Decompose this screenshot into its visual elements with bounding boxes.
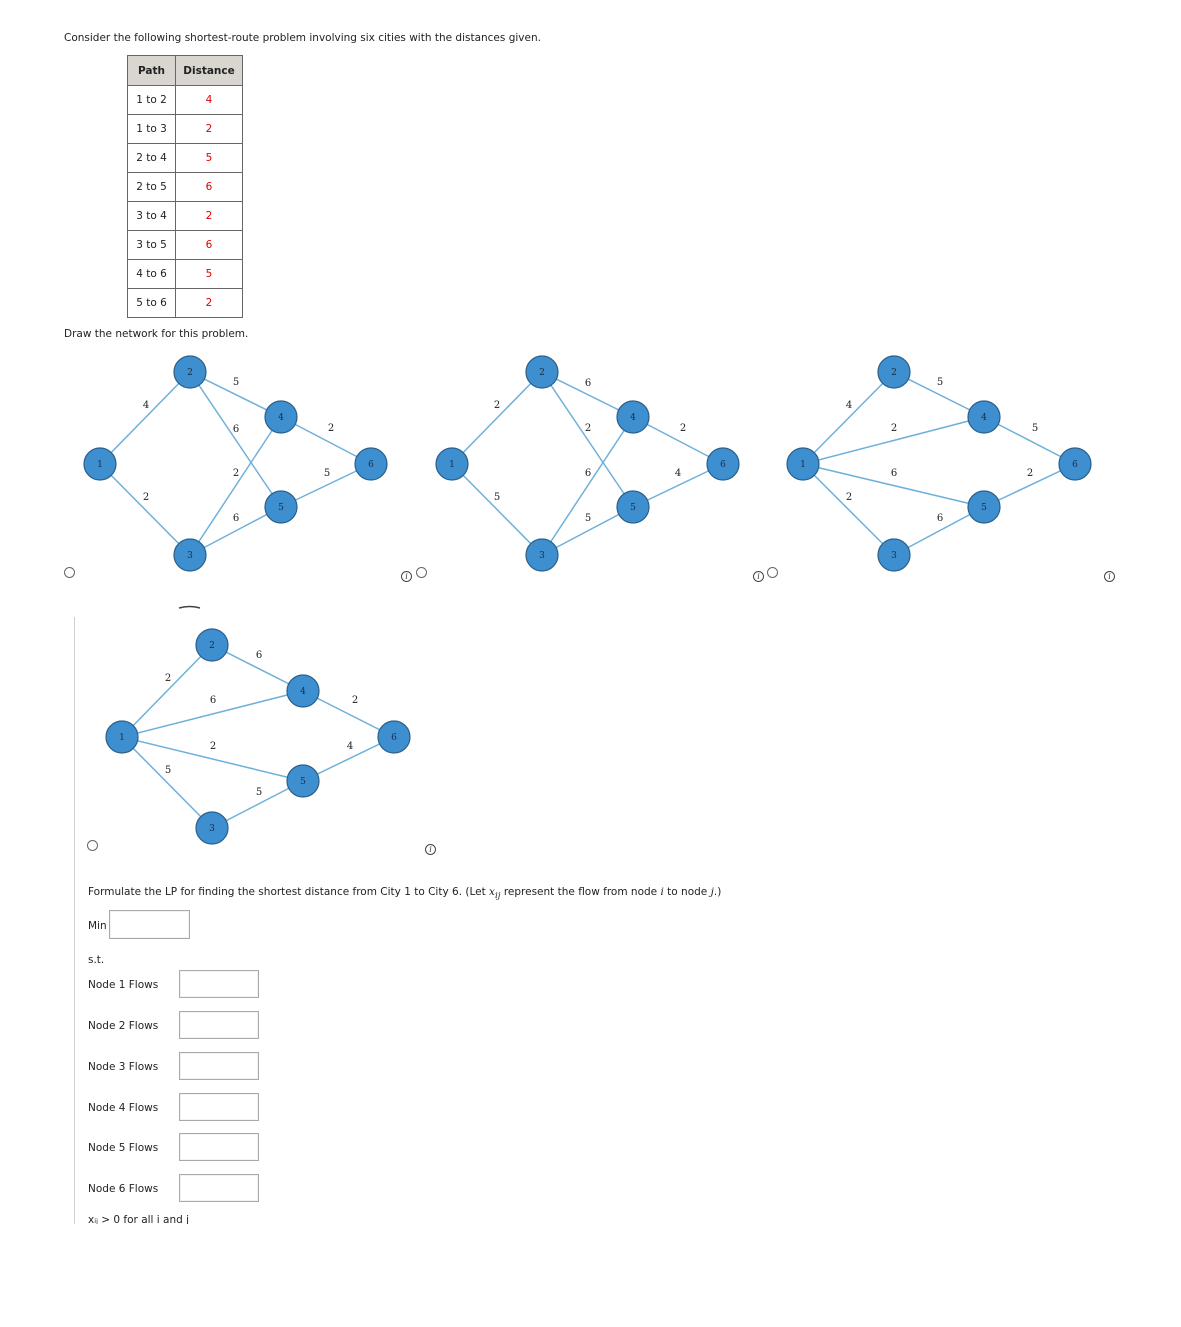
edge-label: 4 <box>346 741 354 752</box>
svg-text:5: 5 <box>300 777 306 787</box>
svg-text:6: 6 <box>720 460 726 470</box>
svg-text:3: 3 <box>187 551 193 561</box>
edge-label: 5 <box>936 377 944 388</box>
node-6 <box>378 721 410 753</box>
svg-text:6: 6 <box>391 733 397 743</box>
node-2 <box>196 629 228 661</box>
distance-cell: 4 <box>176 86 243 115</box>
draw-prompt: Draw the network for this problem. <box>64 328 249 340</box>
distance-cell: 6 <box>176 231 243 260</box>
info-icon[interactable]: i <box>401 571 412 582</box>
info-icon[interactable]: i <box>753 571 764 582</box>
node-5-flows-input[interactable] <box>179 1133 259 1161</box>
edge-label: 5 <box>1031 423 1039 434</box>
edge-label: 5 <box>255 787 263 798</box>
node-3 <box>196 812 228 844</box>
node-1-flows-input[interactable] <box>179 970 259 998</box>
edge-label: 2 <box>327 423 335 434</box>
distance-cell: 5 <box>176 260 243 289</box>
svg-text:1: 1 <box>449 460 455 470</box>
edge-label: 4 <box>674 468 682 479</box>
node-3-flows-label: Node 3 Flows <box>88 1061 159 1073</box>
option-d-radio[interactable] <box>87 840 98 851</box>
edge-label: 4 <box>845 400 853 411</box>
node-4 <box>287 675 319 707</box>
edge-label: 2 <box>493 400 501 411</box>
edge-label: 2 <box>679 423 687 434</box>
edge-label: 6 <box>584 468 592 479</box>
distance-cell: 2 <box>176 289 243 318</box>
formulate-instructions: Formulate the LP for finding the shortest distance from City 1 to City 6. (Let $x_{ij}$ represent the flow from node i to node j.) <box>88 886 722 902</box>
node-4-flows-input[interactable] <box>179 1093 259 1121</box>
svg-text:2: 2 <box>209 641 215 651</box>
path-cell: 1 to 3 <box>128 115 176 144</box>
node-1 <box>106 721 138 753</box>
svg-text:4: 4 <box>981 413 987 423</box>
edge-label: 4 <box>142 400 150 411</box>
path-cell: 2 to 4 <box>128 144 176 173</box>
node-6-flows-input[interactable] <box>179 1174 259 1202</box>
svg-text:2: 2 <box>187 368 193 378</box>
edge-label: 6 <box>209 695 217 706</box>
distance-cell: 5 <box>176 144 243 173</box>
node-6-flows-label: Node 6 Flows <box>88 1183 159 1195</box>
edge-label: 5 <box>584 513 592 524</box>
edge-label: 2 <box>142 492 150 503</box>
path-cell: 2 to 5 <box>128 173 176 202</box>
node-5 <box>287 765 319 797</box>
svg-text:3: 3 <box>891 551 897 561</box>
edge-label: 5 <box>164 765 172 776</box>
svg-text:4: 4 <box>300 687 306 697</box>
node-1-flows-label: Node 1 Flows <box>88 979 159 991</box>
svg-text:6: 6 <box>368 460 374 470</box>
svg-text:4: 4 <box>278 413 284 423</box>
node-2-flows-label: Node 2 Flows <box>88 1020 159 1032</box>
svg-text:3: 3 <box>539 551 545 561</box>
path-cell: 3 to 4 <box>128 202 176 231</box>
edge-label: 6 <box>936 513 944 524</box>
edge-label: 2 <box>351 695 359 706</box>
path-cell: 4 to 6 <box>128 260 176 289</box>
info-icon[interactable]: i <box>1104 571 1115 582</box>
node-5-flows-label: Node 5 Flows <box>88 1142 159 1154</box>
path-cell: 5 to 6 <box>128 289 176 318</box>
svg-text:5: 5 <box>278 503 284 513</box>
edge-label: 2 <box>1026 468 1034 479</box>
edge-label: 2 <box>164 673 172 684</box>
edge-label: 2 <box>845 492 853 503</box>
distance-cell: 2 <box>176 202 243 231</box>
edge-label: 5 <box>323 468 331 479</box>
info-icon[interactable]: i <box>425 844 436 855</box>
objective-input[interactable] <box>109 910 190 939</box>
edge-label: 2 <box>209 741 217 752</box>
node-3-flows-input[interactable] <box>179 1052 259 1080</box>
svg-text:3: 3 <box>209 824 215 834</box>
svg-text:4: 4 <box>630 413 636 423</box>
min-label: Min <box>88 920 107 932</box>
distance-cell: 6 <box>176 173 243 202</box>
edge-label: 6 <box>890 468 898 479</box>
edge-label: 6 <box>232 424 240 435</box>
path-header: Path <box>128 56 176 86</box>
edge-label: 2 <box>584 423 592 434</box>
distance-header: Distance <box>176 56 243 86</box>
edge-label: 6 <box>584 378 592 389</box>
edge-label: 2 <box>890 423 898 434</box>
svg-text:2: 2 <box>891 368 897 378</box>
svg-text:1: 1 <box>97 460 103 470</box>
nonnegativity-constraint: xᵢⱼ > 0 for all i and j <box>88 1214 190 1224</box>
st-label: s.t. <box>88 954 105 966</box>
svg-text:5: 5 <box>630 503 636 513</box>
svg-text:1: 1 <box>800 460 806 470</box>
svg-text:5: 5 <box>981 503 987 513</box>
edge-1-3 <box>122 737 212 828</box>
node-4-flows-label: Node 4 Flows <box>88 1102 159 1114</box>
distance-cell: 2 <box>176 115 243 144</box>
edge-label: 2 <box>232 468 240 479</box>
intro-text: Consider the following shortest-route problem involving six cities with the distances given. <box>64 32 541 44</box>
edge-label: 5 <box>232 377 240 388</box>
edge-label: 5 <box>493 492 501 503</box>
svg-text:2: 2 <box>539 368 545 378</box>
svg-text:1: 1 <box>119 733 125 743</box>
edge-label: 6 <box>255 650 263 661</box>
edge-1-2 <box>122 645 212 737</box>
path-cell: 3 to 5 <box>128 231 176 260</box>
path-cell: 1 to 2 <box>128 86 176 115</box>
svg-text:6: 6 <box>1072 460 1078 470</box>
node-2-flows-input[interactable] <box>179 1011 259 1039</box>
edge-label: 6 <box>232 513 240 524</box>
